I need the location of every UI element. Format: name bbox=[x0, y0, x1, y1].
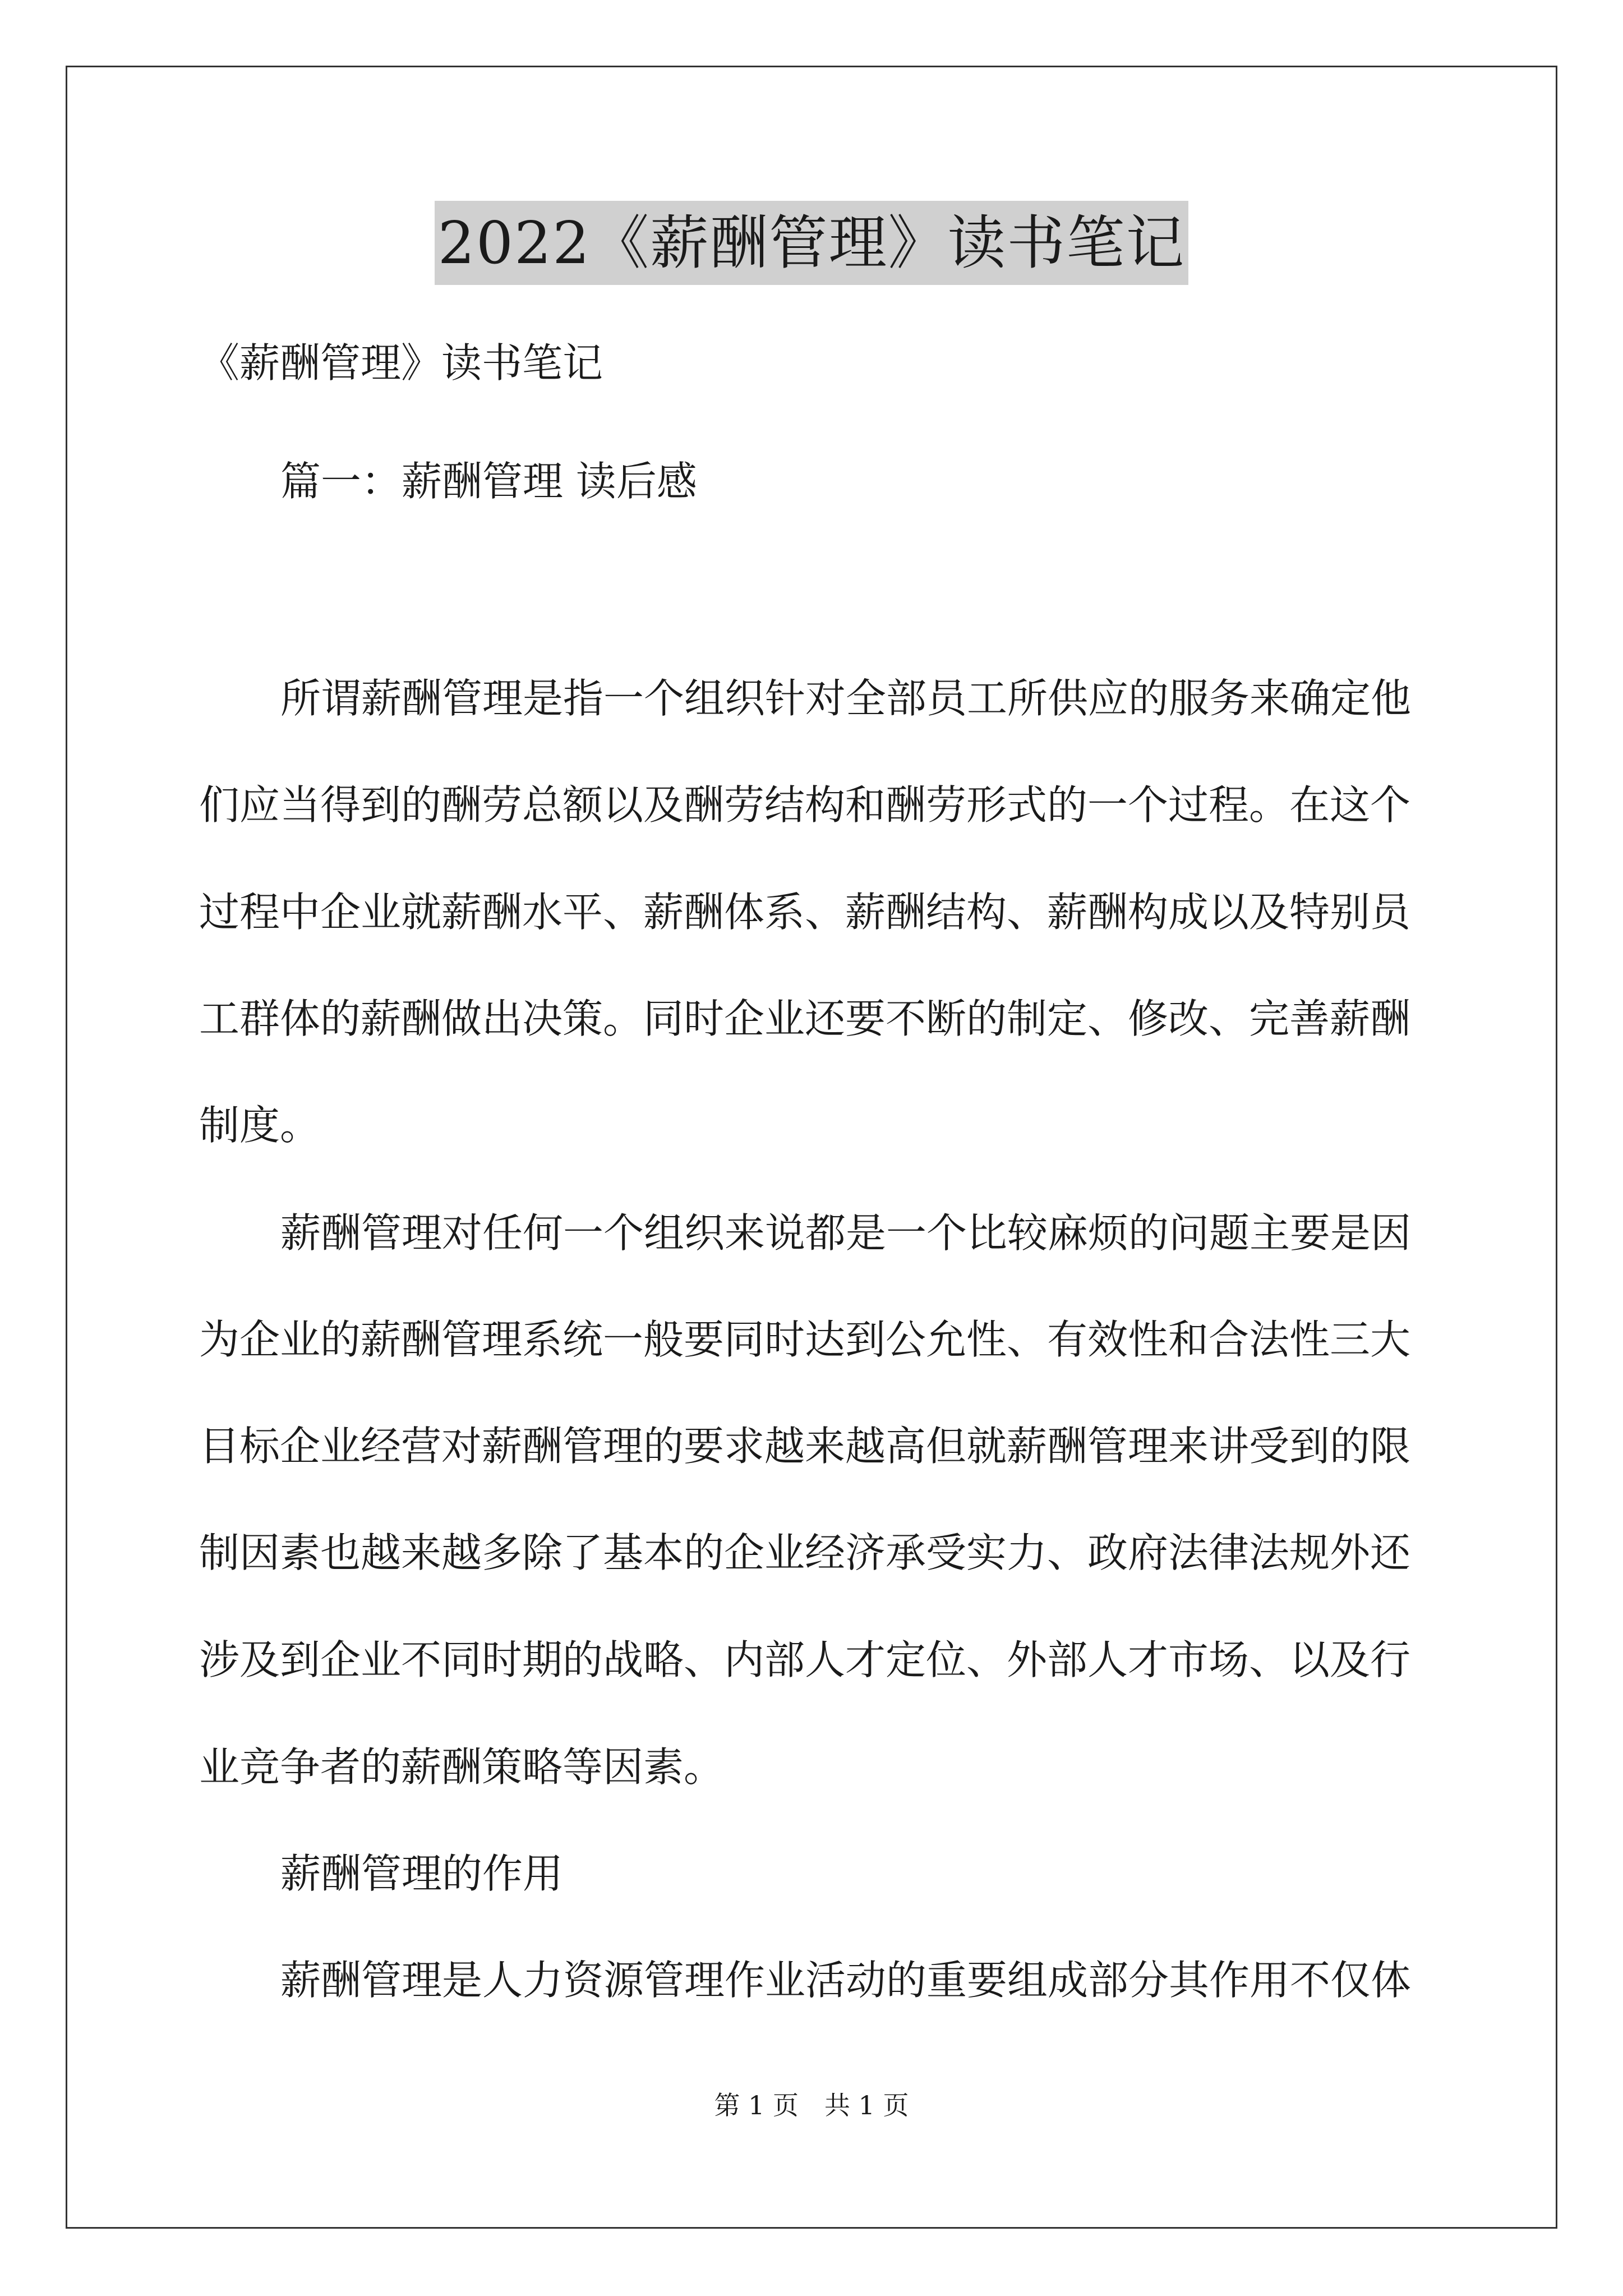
paragraph-line: 制因素也越来越多除了基本的企业经济承受实力、政府法律法规外还 bbox=[199, 1529, 1411, 1576]
paragraph-line: 薪酬管理是人力资源管理作业活动的重要组成部分其作用不仅体 bbox=[280, 1957, 1412, 2004]
paragraph-line: 制度。 bbox=[199, 1102, 321, 1149]
paragraph-line: 所谓薪酬管理是指一个组织针对全部员工所供应的服务来确定他 bbox=[280, 675, 1412, 722]
paragraph-line: 薪酬管理对任何一个组织来说都是一个比较麻烦的问题主要是因 bbox=[280, 1209, 1412, 1257]
paragraph-line: 目标企业经营对薪酬管理的要求越来越高但就薪酬管理来讲受到的限 bbox=[199, 1423, 1411, 1470]
document-subtitle: 《薪酬管理》读书笔记 bbox=[199, 339, 603, 386]
paragraph-line: 过程中企业就薪酬水平、薪酬体系、薪酬结构、薪酬构成以及特别员 bbox=[199, 889, 1411, 936]
document-title: 2022《薪酬管理》读书笔记 bbox=[435, 201, 1189, 285]
section-heading: 篇一：薪酬管理 读后感 bbox=[280, 458, 697, 505]
title-container bbox=[0, 201, 1623, 285]
paragraph-line: 业竞争者的薪酬策略等因素。 bbox=[199, 1743, 725, 1791]
paragraph-line: 涉及到企业不同时期的战略、内部人才定位、外部人才市场、以及行 bbox=[199, 1636, 1411, 1683]
paragraph-line: 为企业的薪酬管理系统一般要同时达到公允性、有效性和合法性三大 bbox=[199, 1316, 1411, 1363]
paragraph-line: 工群体的薪酬做出决策。同时企业还要不断的制定、修改、完善薪酬 bbox=[199, 995, 1411, 1042]
page-footer: 第 1 页 共 1 页 bbox=[714, 2090, 909, 2120]
paragraph-line: 们应当得到的酬劳总额以及酬劳结构和酬劳形式的一个过程。在这个 bbox=[199, 781, 1411, 829]
subheading: 薪酬管理的作用 bbox=[280, 1850, 564, 1897]
